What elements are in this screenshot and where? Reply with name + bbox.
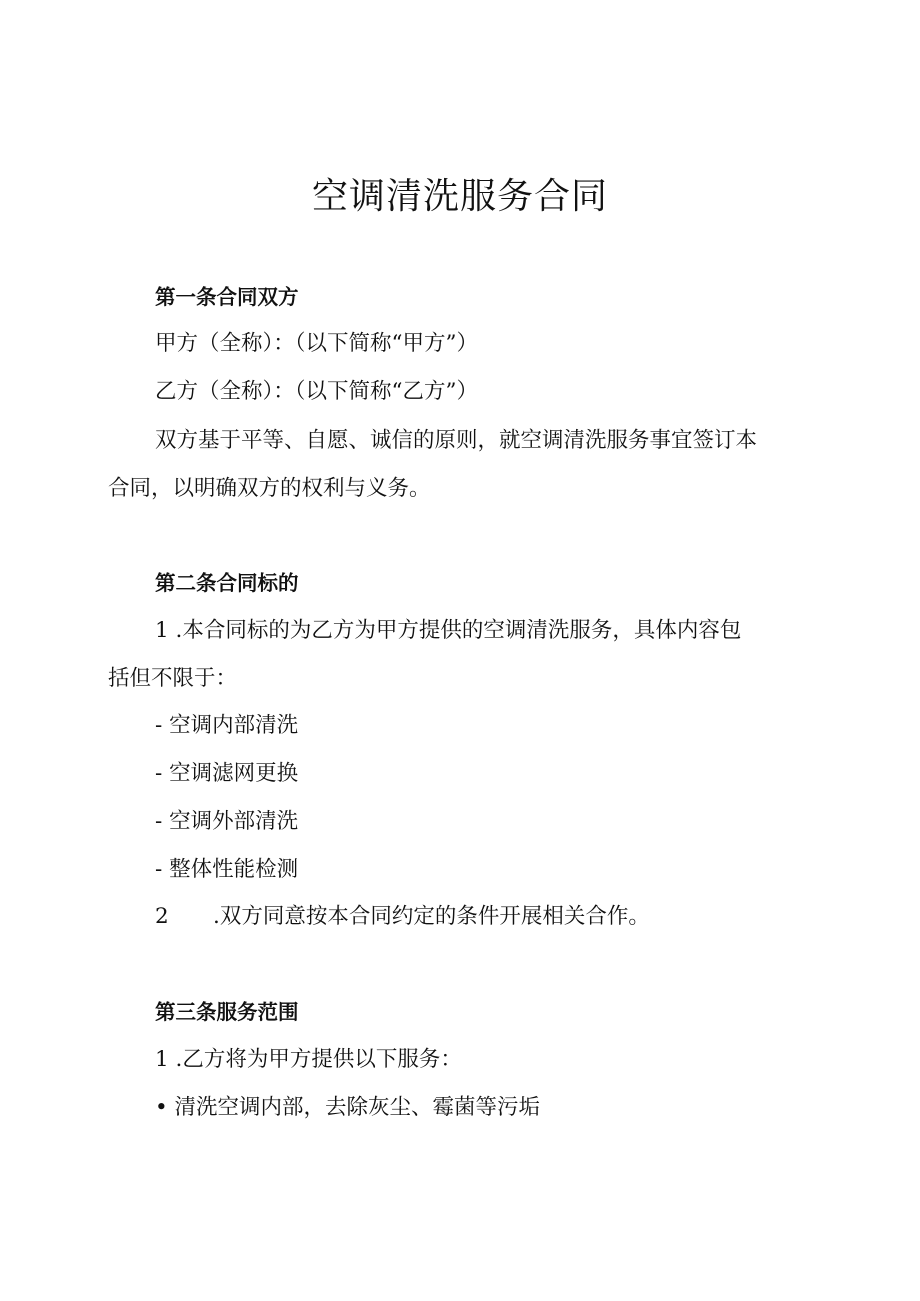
list-item: - 整体性能检测	[155, 857, 299, 882]
list-item: - 空调滤网更换	[155, 761, 299, 786]
article2-item2	[155, 902, 650, 932]
article3-item1-number: 1	[155, 1047, 169, 1072]
article2-item1-number: 1	[155, 618, 169, 643]
article2-item2-number: 2	[155, 904, 169, 929]
document-title: 空调清洗服务合同	[311, 176, 608, 217]
article1-intro-line1: 双方基于平等、自愿、诚信的原则，就空调清洗服务事宜签订本	[155, 428, 758, 453]
article3-item1-text: .乙方将为甲方提供以下服务：	[175, 1047, 462, 1072]
article3-heading: 第三条服务范围	[155, 1000, 299, 1024]
list-item: - 空调外部清洗	[155, 809, 299, 834]
article2-heading: 第二条合同标的	[155, 571, 299, 595]
article2-item1-text: .本合同标的为乙方为甲方提供的空调清洗服务，具体内容包	[175, 618, 742, 643]
list-item: - 空调内部清洗	[155, 713, 299, 738]
article3-item1	[155, 1045, 462, 1075]
article3-bullet1: • 清洗空调内部，去除灰尘、霉菌等污垢	[155, 1095, 541, 1120]
article2-item2-text: .双方同意按本合同约定的条件开展相关合作。	[213, 904, 650, 929]
article2-item1-line2: 括但不限于：	[108, 666, 238, 691]
article2-item1-line1	[155, 616, 741, 646]
party-a-line: 甲方（全称）：（以下简称“甲方”）	[155, 331, 478, 356]
party-b-line: 乙方（全称）：（以下简称“乙方”）	[155, 379, 478, 404]
article1-intro-line2: 合同，以明确双方的权利与义务。	[108, 476, 431, 501]
article1-heading: 第一条合同双方	[155, 285, 299, 309]
